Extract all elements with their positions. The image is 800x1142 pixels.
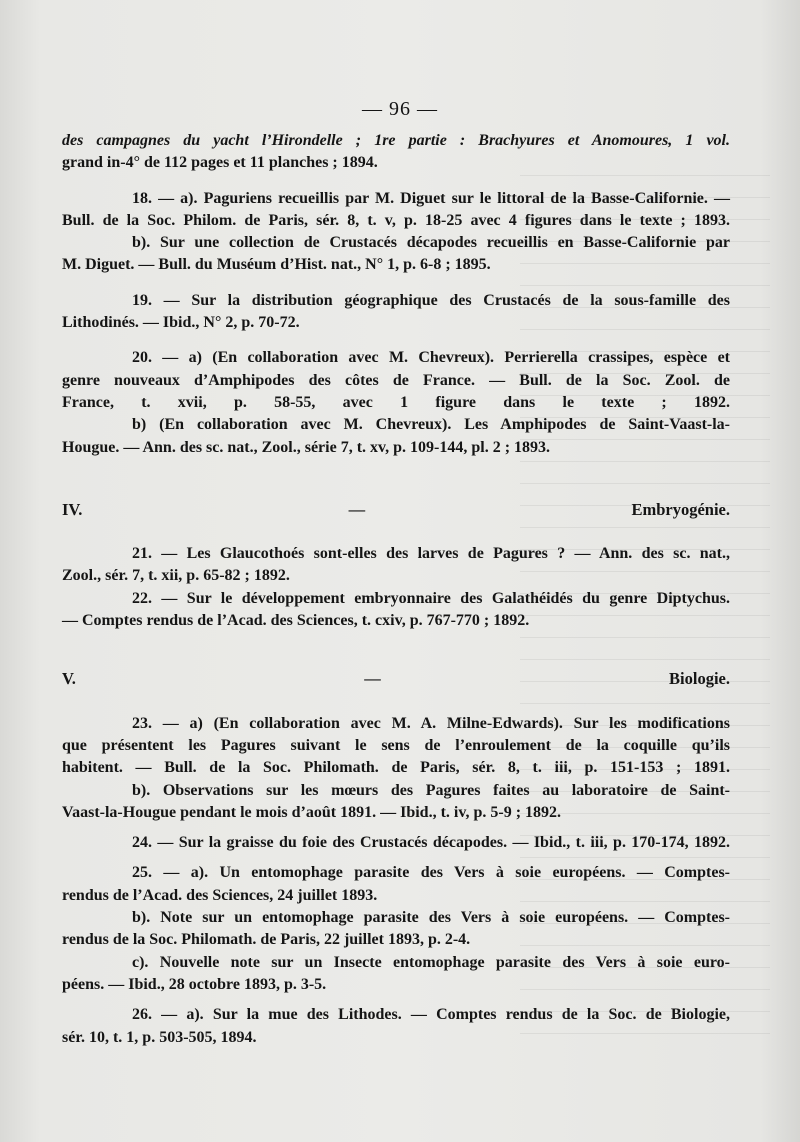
text-line: France, t. xvii, p. 58-55, avec 1 figure dans le texte ; 1892. (62, 393, 730, 411)
text-line: rendus de la Soc. Philomath. de Paris, 22 juillet 1893, p. 2-4. (62, 931, 471, 949)
text-line: c). Nouvelle note sur un Insecte entomophage parasite des Vers à soie euro- (132, 953, 730, 971)
page-number: — 96 — (362, 98, 438, 120)
text-line: 25. — a). Un entomophage parasite des Vers à soie européens. — Comptes- (132, 864, 730, 882)
text-line: Vaast-la-Hougue pendant le mois d’août 1891. — Ibid., t. iv, p. 5-9 ; 1892. (62, 803, 562, 821)
section-heading-biologie: V. — Biologie. (62, 669, 730, 689)
text-line: 26. — a). Sur la mue des Lithodes. — Comptes rendus de la Soc. de Biologie, (132, 1006, 730, 1024)
text-line: Lithodinés. — Ibid., N° 2, p. 70-72. (62, 314, 300, 332)
text-line: Bull. de la Soc. Philom. de Paris, sér. 8, t. v, p. 18-25 avec 4 figures dans le texte ; 1893. (62, 211, 730, 229)
text-line: 22. — Sur le développement embryonnaire des Galathéidés du genre Diptychus. (132, 589, 730, 607)
text-line: des campagnes du yacht l’Hirondelle ; 1re partie : Brachyures et Anomoures, 1 vol. (62, 132, 730, 149)
text-line: habitent. — Bull. de la Soc. Philomath. de Paris, sér. 8, t. iii, p. 151-153 ; 1891. (62, 759, 730, 777)
text-line: péens. — Ibid., 28 octobre 1893, p. 3-5. (62, 975, 327, 993)
text-line: genre nouveaux d’Amphipodes des côtes de France. — Bull. de la Soc. Zool. de (62, 371, 730, 389)
text-line: Zool., sér. 7, t. xii, p. 65-82 ; 1892. (62, 567, 290, 585)
text-line: M. Diguet. — Bull. du Muséum d’Hist. nat., N° 1, p. 6-8 ; 1895. (62, 256, 491, 274)
text-line: 19. — Sur la distribution géographique des Crustacés de la sous-famille des (132, 291, 730, 309)
text-line: 24. — Sur la graisse du foie des Crustacés décapodes. — Ibid., t. iii, p. 170-174, 1892. (132, 834, 730, 852)
text-line: 23. — a) (En collaboration avec M. A. Milne-Edwards). Sur les modifications (132, 714, 730, 732)
text-line: b) (En collaboration avec M. Chevreux). Les Amphipodes de Saint-Vaast-la- (132, 416, 730, 434)
text-line: b). Note sur un entomophage parasite des Vers à soie européens. — Comptes- (132, 909, 730, 927)
text-line: grand in-4° de 112 pages et 11 planches ; 1894. (62, 154, 378, 172)
text-line: rendus de l’Acad. des Sciences, 24 juillet 1893. (62, 886, 378, 904)
text-line: — Comptes rendus de l’Acad. des Sciences, t. cxiv, p. 767-770 ; 1892. (62, 612, 530, 630)
text-line: 18. — a). Paguriens recueillis par M. Diguet sur le littoral de la Basse-Californie. — (132, 189, 730, 207)
body-text (62, 130, 730, 1049)
text-line: 21. — Les Glaucothoés sont-elles des larves de Pagures ? — Ann. des sc. nat., (132, 545, 730, 563)
text-line: b). Observations sur les mœurs des Pagures faites au laboratoire de Saint- (132, 781, 730, 799)
section-heading-embryogenie: IV. — Embryogénie. (62, 499, 730, 519)
text-line: que présentent les Pagures suivant le sens de l’enroulement de la coquille qu’ils (62, 736, 730, 754)
text-line: Hougue. — Ann. des sc. nat., Zool., série 7, t. xv, p. 109-144, pl. 2 ; 1893. (62, 438, 551, 456)
text-line: b). Sur une collection de Crustacés décapodes recueillis en Basse-Californie par (132, 234, 730, 252)
text-line: sér. 10, t. 1, p. 503-505, 1894. (62, 1028, 257, 1046)
text-line: 20. — a) (En collaboration avec M. Chevreux). Perrierella crassipes, espèce et (132, 349, 730, 367)
